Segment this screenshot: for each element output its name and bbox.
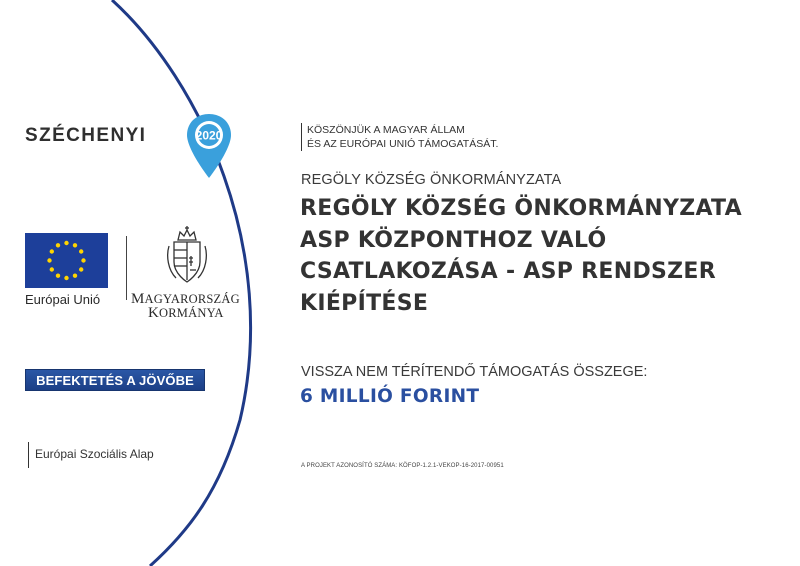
government-line-2: KORMÁNYA — [148, 305, 224, 321]
szechenyi-pin-icon — [184, 112, 234, 180]
project-title: REGÖLY KÖZSÉG ÖNKORMÁNYZATA ASP KÖZPONTHOZ VALÓ CSATLAKOZÁSA - ASP RENDSZER KIÉPÍTÉSE — [300, 196, 742, 316]
invest-in-future-banner: BEFEKTETÉS A JÖVŐBE — [25, 369, 205, 391]
subsidy-label: VISSZA NEM TÉRÍTENDŐ TÁMOGATÁS ÖSSZEGE: — [301, 364, 648, 380]
thanks-divider — [301, 123, 302, 151]
szechenyi-year: 2020 — [195, 128, 223, 143]
project-id: A PROJEKT AZONOSÍTÓ SZÁMA: KÖFOP-1.2.1-VEKOP-16-2017-00951 — [301, 463, 504, 469]
fund-divider — [28, 442, 29, 468]
logo-divider — [126, 236, 127, 300]
thanks-line-1: KÖSZÖNJÜK A MAGYAR ÁLLAM — [307, 124, 465, 136]
government-line-1: MAGYARORSZÁG — [131, 291, 240, 307]
eu-label: Európai Unió — [25, 292, 101, 307]
thanks-line-2: ÉS AZ EURÓPAI UNIÓ TÁMOGATÁSÁT. — [307, 138, 499, 150]
eu-flag-icon — [25, 233, 108, 288]
szechenyi-2020-logo — [25, 112, 225, 182]
thanks-text — [307, 123, 498, 151]
beneficiary: REGÖLY KÖZSÉG ÖNKORMÁNYZATA — [301, 172, 562, 188]
subsidy-amount: 6 MILLIÓ FORINT — [300, 386, 480, 407]
fund-label: Európai Szociális Alap — [35, 447, 154, 461]
szechenyi-wordmark: SZÉCHENYI — [25, 125, 147, 146]
hungarian-coat-of-arms-icon — [164, 226, 210, 288]
